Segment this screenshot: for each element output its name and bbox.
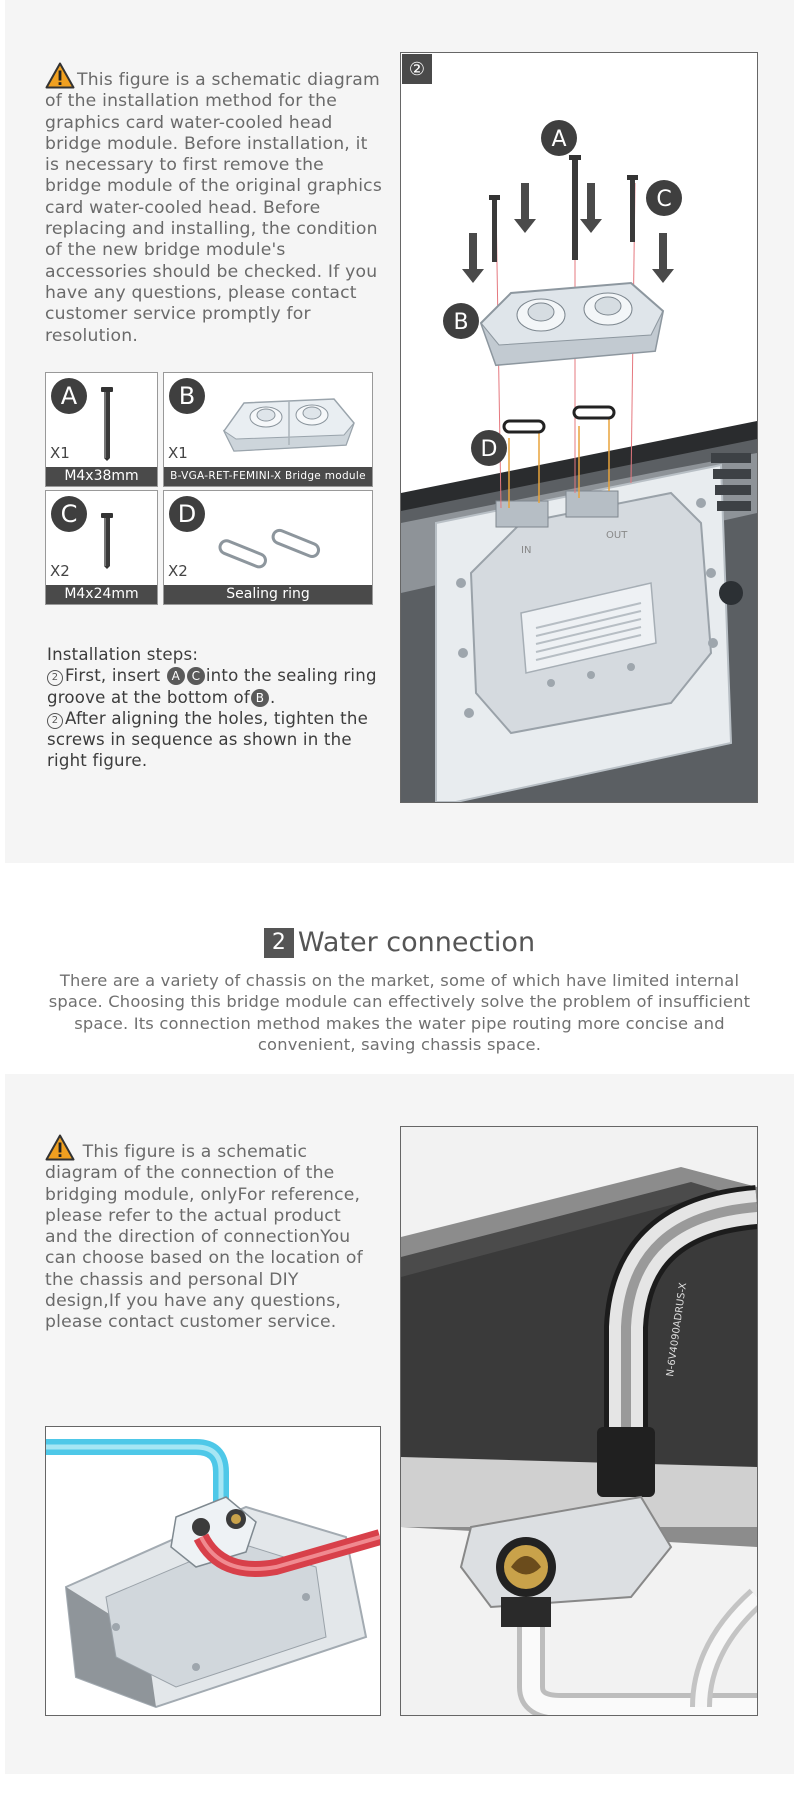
step-one-end: . (269, 687, 276, 707)
part-a-caption: M4x38mm (46, 467, 157, 486)
part-c (45, 490, 158, 605)
connection-diagram-art (46, 1427, 380, 1715)
bridge-module-icon (214, 393, 364, 457)
installation-diagram-art (401, 53, 757, 802)
warning-icon (45, 1134, 75, 1161)
card-out-label: OUT (606, 530, 628, 541)
warning-icon (45, 62, 75, 89)
section-number: 2 (264, 928, 294, 958)
installation-note-text: This figure is a schematic diagram of the installation method for the graphics card water-cooled head bridge module. Before installation, it is necessary to first remove the bridge module of the original graphics card water-cooled head. Before replacing and installing, the condition of the new bridge module's accessories should be checked. If you have any questions, please contact customer service promptly for resolution. (45, 70, 382, 346)
step-one-part-a: A (167, 667, 185, 685)
step-two (47, 708, 392, 772)
diagram-label-c: C (656, 187, 672, 212)
steps-title: Installation steps: (47, 645, 199, 664)
part-b (163, 372, 373, 487)
step-one (47, 665, 392, 708)
diagram-label-a: A (551, 127, 567, 152)
step-one-prefix: First, insert (65, 666, 161, 686)
connection-diagram (45, 1426, 381, 1716)
section-description: There are a variety of chassis on the market, some of which have limited internal space. Choosing this bridge module can effectively solve the problem of insufficient space. Its connection method makes the water pipe routing more concise and convenient, saving chassis space. (48, 971, 751, 1054)
part-a (45, 372, 158, 487)
screw-a (569, 155, 581, 260)
part-c-caption: M4x24mm (46, 585, 157, 604)
part-d-qty: X2 (168, 562, 188, 580)
part-c-qty: X2 (50, 562, 70, 580)
step-one-part-b: B (251, 689, 269, 707)
long-screw-icon (99, 387, 115, 461)
connection-note-text: This figure is a schematic diagram of the connection of the bridging module, onlyFor reference, please refer to the actual product and the direction of connectionYou can choose based on the location of the chassis and personal DIY design,If you have any questions, please contact customer service. (45, 1142, 363, 1333)
step-one-part-c: C (187, 667, 205, 685)
card-in-label: IN (521, 545, 532, 556)
installation-note (45, 62, 385, 347)
step-two-text: After aligning the holes, tighten the screws in sequence as shown in the right figure. (47, 708, 368, 771)
step-badge: ② (408, 59, 426, 80)
diagram-label-b: B (453, 310, 469, 335)
step-one-number: 2 (47, 670, 63, 686)
short-screw-icon (99, 513, 115, 569)
installation-diagram (400, 52, 758, 803)
connection-note (45, 1134, 365, 1334)
part-a-letter: A (51, 378, 87, 414)
diagram-label-d: D (480, 437, 498, 462)
connection-photo-art (401, 1127, 757, 1715)
section-title: Water connection (297, 927, 536, 958)
part-d (163, 490, 373, 605)
part-a-qty: X1 (50, 444, 70, 462)
part-d-letter: D (169, 496, 205, 532)
part-c-letter: C (51, 496, 87, 532)
step-two-number: 2 (47, 713, 63, 729)
part-b-letter: B (169, 378, 205, 414)
part-b-caption: B-VGA-RET-FEMINI-X Bridge module (164, 467, 372, 486)
step-one-middle: into the sealing ring groove at the bottom of (47, 666, 377, 707)
part-b-qty: X1 (168, 444, 188, 462)
installation-steps (47, 644, 392, 772)
card-model-label: N-6V4090ADRUS-X (665, 1281, 690, 1378)
part-d-caption: Sealing ring (164, 585, 372, 604)
water-connection-heading (0, 927, 799, 958)
sealing-ring-icon (214, 523, 334, 571)
connection-photo (400, 1126, 758, 1716)
